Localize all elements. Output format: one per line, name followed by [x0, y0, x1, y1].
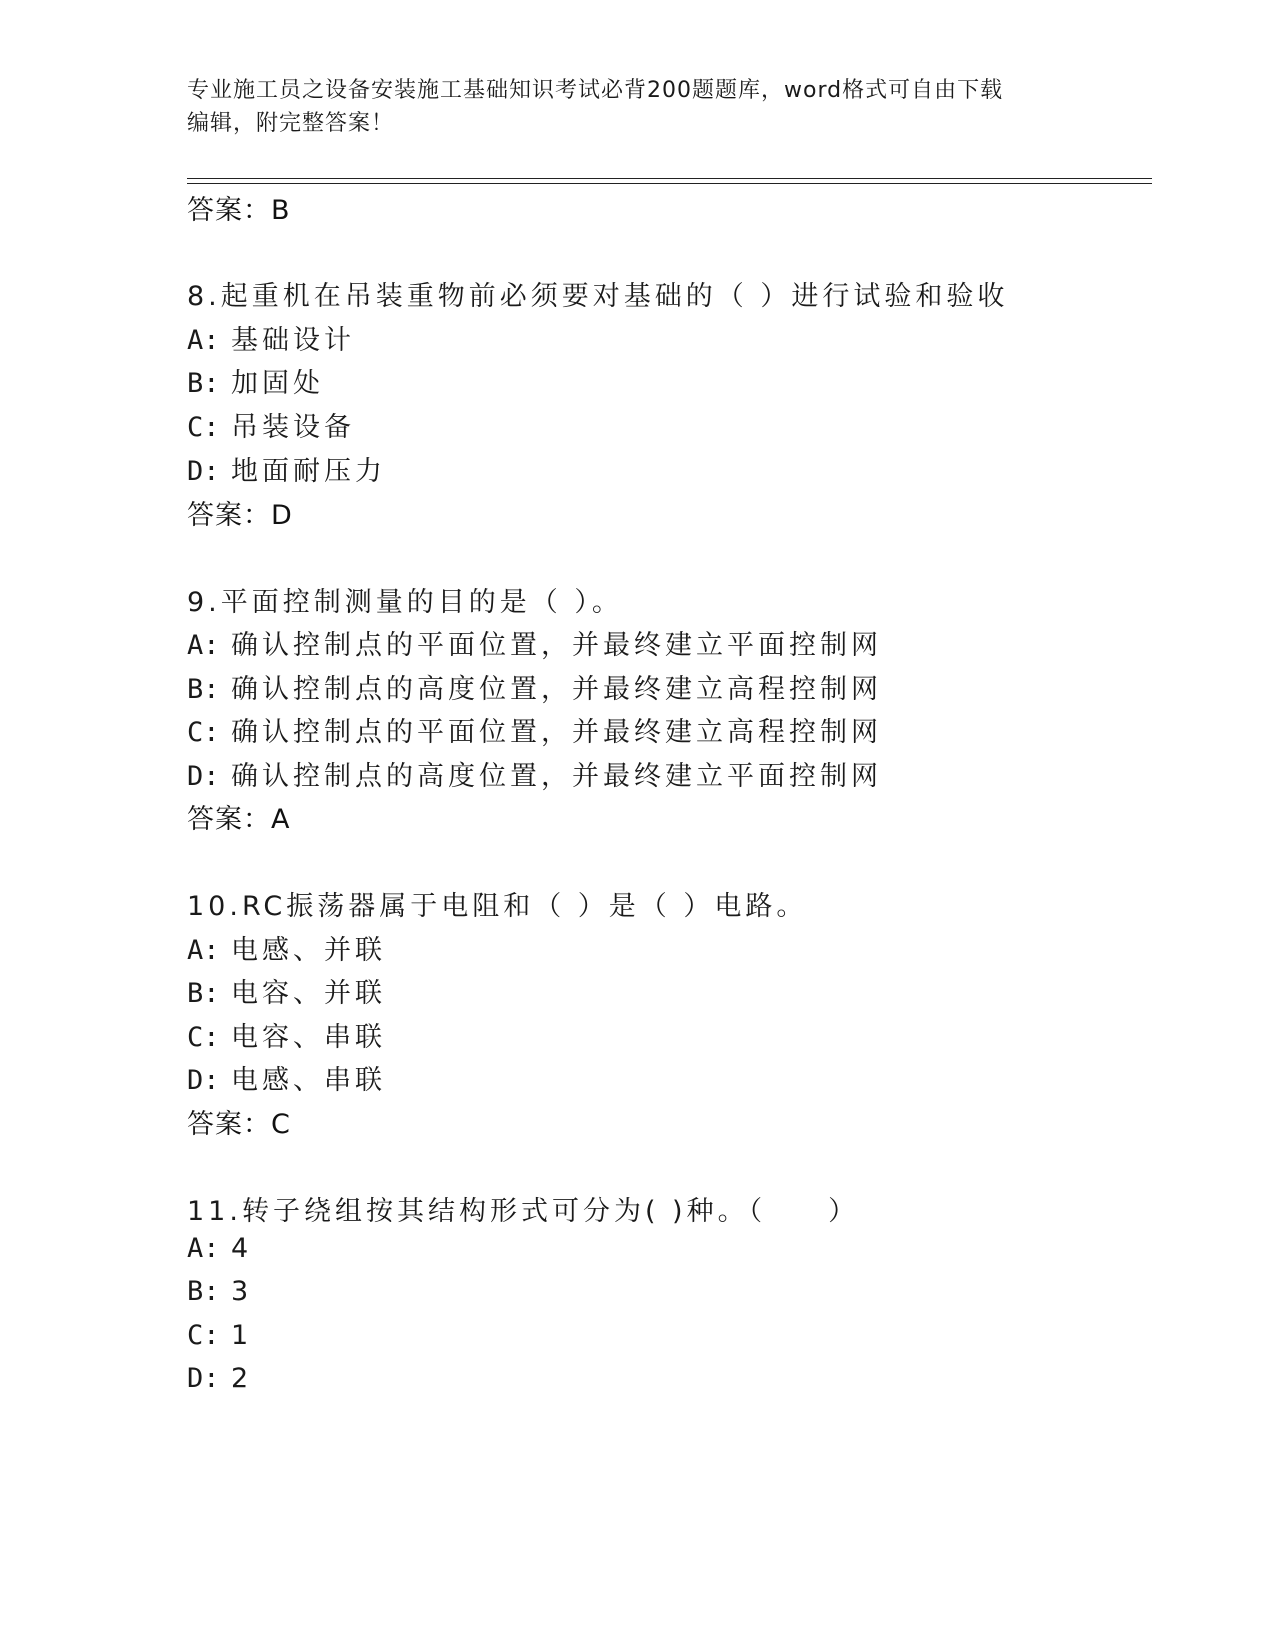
answer: 答案：D: [187, 500, 293, 531]
header-divider-top: [187, 178, 1152, 179]
option-b: B: 3: [187, 1276, 253, 1307]
option-b: B: 电容、并联: [187, 978, 386, 1009]
option-a: A: 基础设计: [187, 325, 355, 356]
header-line-1: 专业施工员之设备安装施工基础知识考试必背200题题库，word格式可自由下载: [187, 78, 1004, 103]
option-d: D: 地面耐压力: [187, 456, 386, 487]
question-text: 9.平面控制测量的目的是（ ）。: [187, 587, 623, 618]
header-divider-bottom: [187, 183, 1152, 184]
option-a: A: 4: [187, 1233, 253, 1264]
option-c: C: 电容、串联: [187, 1022, 386, 1053]
option-c: C: 吊装设备: [187, 412, 355, 443]
answer-previous: 答案：B: [187, 195, 291, 226]
option-a: A: 电感、并联: [187, 935, 386, 966]
question-text: 8.起重机在吊装重物前必须要对基础的（ ）进行试验和验收: [187, 281, 1009, 312]
header-line-2: 编辑，附完整答案！: [187, 111, 395, 136]
option-d: D: 确认控制点的高度位置，并最终建立平面控制网: [187, 761, 882, 792]
option-c: C: 1: [187, 1320, 253, 1351]
option-a: A: 确认控制点的平面位置，并最终建立平面控制网: [187, 630, 882, 661]
question-text: 10.RC振荡器属于电阻和（ ）是（ ）电路。: [187, 891, 808, 922]
option-d: D: 2: [187, 1363, 253, 1394]
option-d: D: 电感、串联: [187, 1065, 386, 1096]
question-text: 11.转子绕组按其结构形式可分为( )种。（ ）: [187, 1196, 860, 1227]
answer: 答案：A: [187, 804, 291, 835]
option-c: C: 确认控制点的平面位置，并最终建立高程控制网: [187, 717, 882, 748]
option-b: B: 确认控制点的高度位置，并最终建立高程控制网: [187, 674, 882, 705]
document-header: [187, 74, 1067, 140]
option-b: B: 加固处: [187, 368, 324, 399]
answer: 答案：C: [187, 1109, 291, 1140]
